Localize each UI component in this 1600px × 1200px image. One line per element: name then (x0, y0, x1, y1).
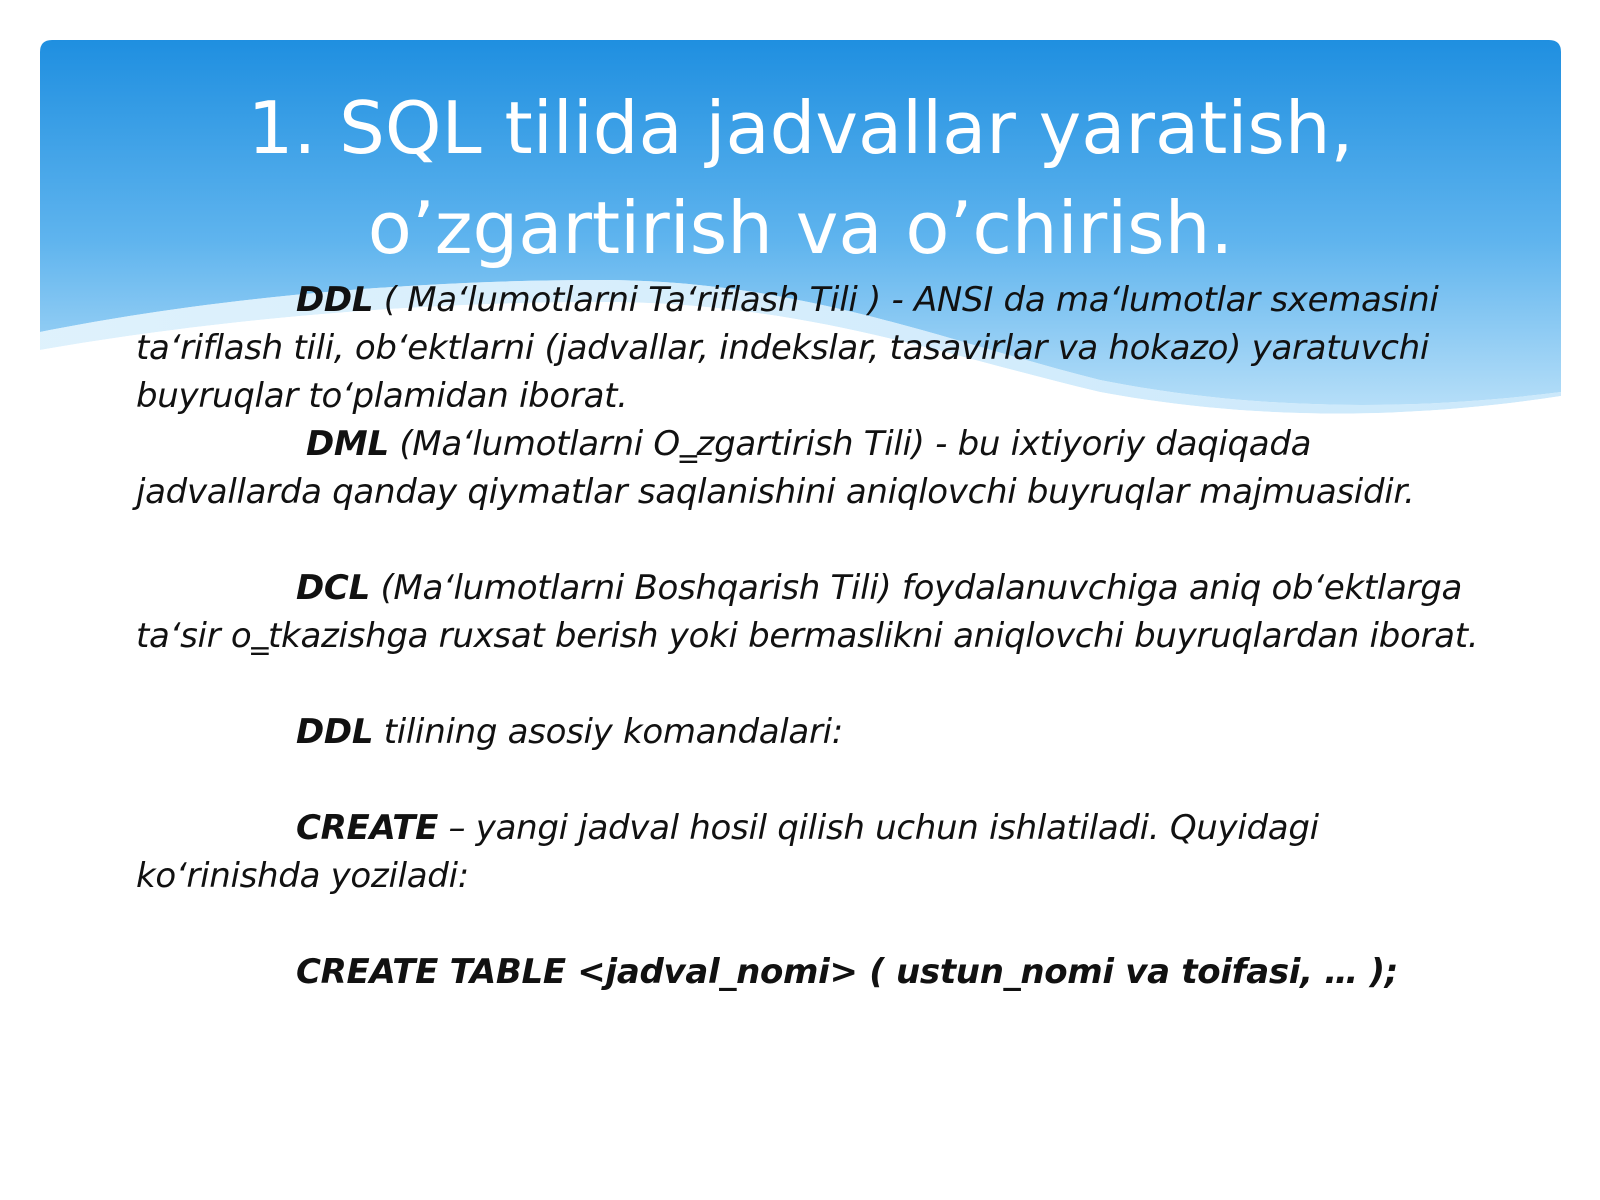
ddl-commands-text: tilining asosiy komandalari: (373, 712, 843, 752)
ddl-keyword: DDL (296, 280, 374, 320)
dcl-keyword: DCL (296, 568, 370, 608)
dml-definition (136, 420, 1506, 516)
dcl-definition (136, 564, 1506, 660)
ddl-definition (136, 276, 1506, 420)
spacer (136, 756, 1506, 804)
spacer (136, 900, 1506, 948)
spacer (136, 516, 1506, 564)
ddl-commands-keyword: DDL (296, 712, 374, 752)
slide-title (40, 78, 1561, 278)
create-keyword: CREATE (296, 808, 439, 848)
dml-definition-text: (Ma‘lumotlarni O‗zgartirish Tili) - bu ixtiyoriy daqiqada jadvallarda qanday qiymatlar saqlanishini aniqlovchi buyruqlar majmuasidir. (136, 424, 1415, 512)
create-definition-text: – yangi jadval hosil qilish uchun ishlatiladi. Quyidagi ko‘rinishda yoziladi: (136, 808, 1319, 896)
title-line-2: o’zgartirish va o’chirish. (367, 186, 1234, 270)
spacer (136, 660, 1506, 708)
create-definition (136, 804, 1506, 900)
slide-body (136, 276, 1506, 996)
create-syntax (136, 948, 1506, 996)
create-syntax-text: CREATE TABLE <jadval_nomi> ( ustun_nomi va toifasi, … ); (296, 952, 1399, 992)
dml-keyword: DML (306, 424, 389, 464)
ddl-definition-text: ( Ma‘lumotlarni Ta‘riflash Tili ) - ANSI da ma‘lumotlar sxemasini ta‘riflash tili, ob‘ektlarni (jadvallar, indekslar, tasavirlar va hokazo) yaratuvchi buyruqlar to‘plamidan iborat. (136, 280, 1439, 416)
title-line-1: 1. SQL tilida jadvallar yaratish, (247, 86, 1354, 170)
ddl-commands-heading (136, 708, 1506, 756)
dcl-definition-text: (Ma‘lumotlarni Boshqarish Tili) foydalanuvchiga aniq ob‘ektlarga ta‘sir o‗tkazishga ruxsat berish yoki bermaslikni aniqlovchi buyruqlardan iborat. (136, 568, 1479, 656)
